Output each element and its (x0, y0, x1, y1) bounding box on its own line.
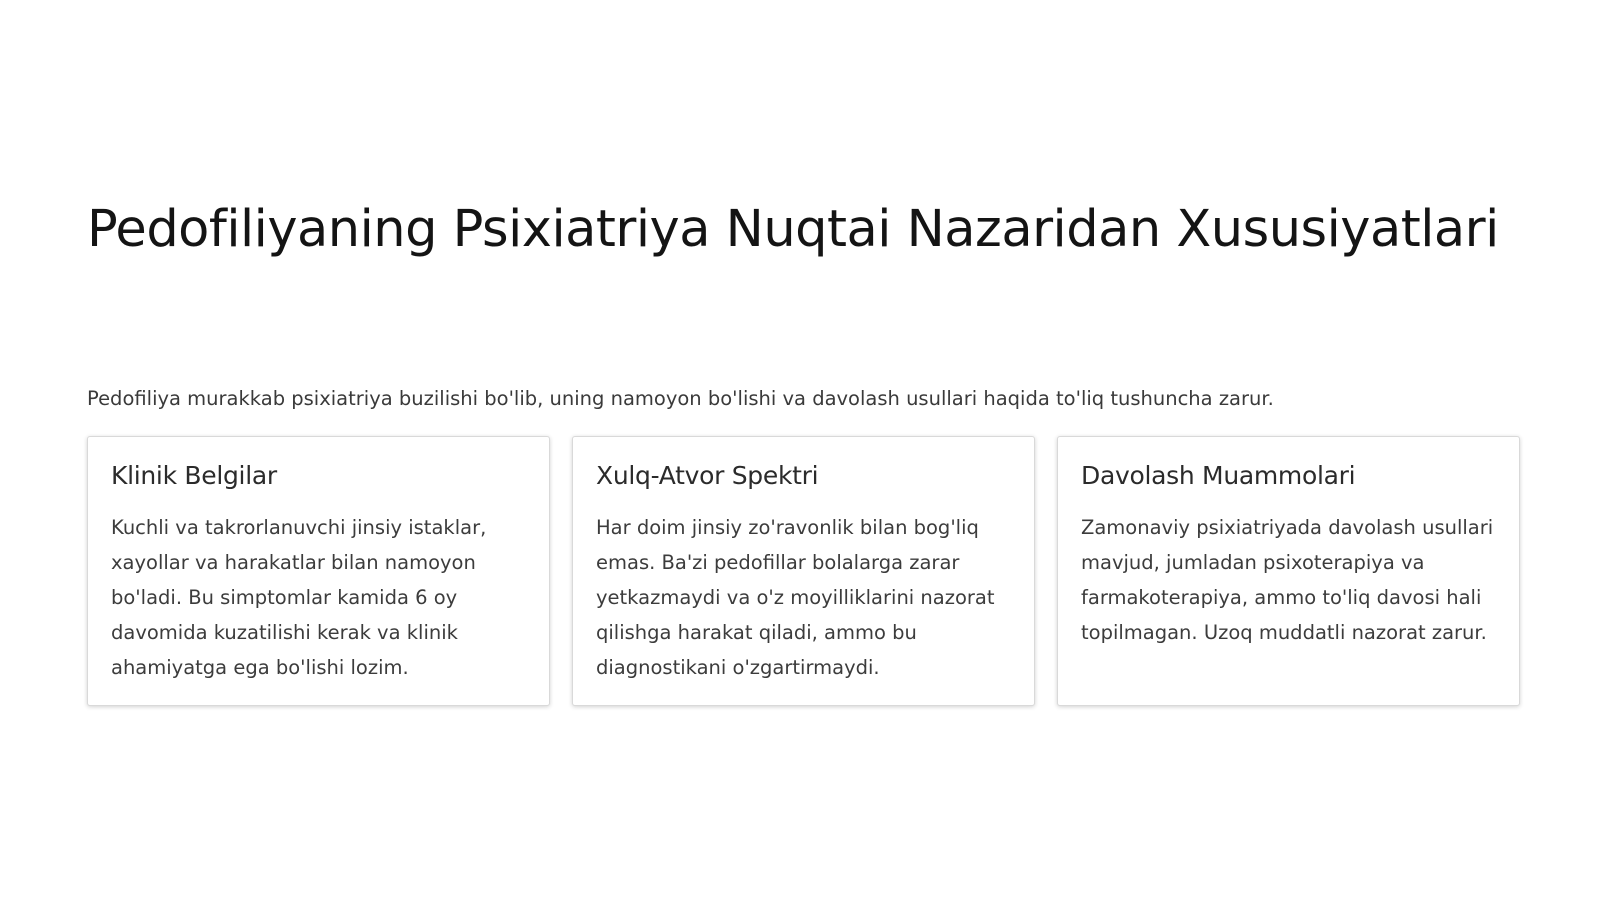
card-row (87, 436, 1520, 706)
card-body: Zamonaviy psixiatriyada davolash usullari mavjud, jumladan psixoterapiya va farmakoterapiya, ammo to'liq davosi hali topilmagan. Uzoq muddatli nazorat zarur. (1081, 516, 1494, 644)
card-body: Har doim jinsiy zo'ravonlik bilan bog'liq emas. Ba'zi pedofillar bolalarga zarar yetkazmaydi va o'z moyilliklarini nazorat qilishga harakat qiladi, ammo bu diagnostikani o'zgartirmaydi. (596, 516, 995, 679)
card-clinical-signs (87, 436, 550, 706)
card-treatment-problems (1057, 436, 1520, 706)
card-title: Davolash Muammolari (1081, 461, 1356, 490)
card-title: Xulq-Atvor Spektri (596, 461, 819, 490)
card-body: Kuchli va takrorlanuvchi jinsiy istaklar, xayollar va harakatlar bilan namoyon bo'ladi. Bu simptomlar kamida 6 oy davomida kuzatilishi kerak va klinik ahamiyatga ega bo'lishi lozim. (111, 516, 487, 679)
page-title: Pedofiliyaning Psixiatriya Nuqtai Nazaridan Xususiyatlari (87, 200, 1499, 259)
intro-text: Pedofiliya murakkab psixiatriya buzilishi bo'lib, uning namoyon bo'lishi va davolash usullari haqida to'liq tushuncha zarur. (87, 387, 1274, 410)
card-title: Klinik Belgilar (111, 461, 277, 490)
card-behavior-spectrum (572, 436, 1035, 706)
